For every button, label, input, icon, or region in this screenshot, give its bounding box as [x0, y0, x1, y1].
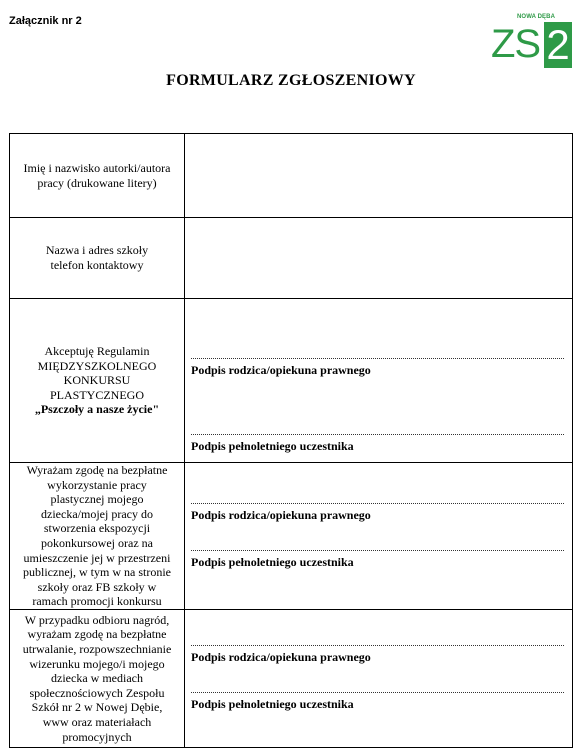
parent-signature-label: Podpis rodzica/opiekuna prawnego	[191, 507, 371, 522]
label-line: W przypadku odbioru nagród,	[24, 612, 170, 627]
label-line: wykorzystanie pracy	[47, 477, 147, 492]
row-label	[10, 134, 185, 218]
label-line: wyrażam zgodę na bezpłatne	[27, 627, 167, 642]
label-line: pokonkursowej oraz na	[41, 535, 153, 550]
label-line: www oraz materiałach	[42, 714, 152, 729]
label-line: Szkół nr 2 w Nowej Dębie,	[31, 700, 163, 715]
label-line: plastycznej mojego	[50, 492, 144, 507]
application-form-table	[9, 133, 573, 748]
form-title: FORMULARZ ZGŁOSZENIOWY	[166, 72, 416, 89]
form-row-school-address	[10, 218, 573, 299]
signature-line[interactable]	[191, 434, 564, 435]
logo-digit: 2	[544, 22, 572, 68]
participant-signature-label: Podpis pełnoletniego uczestnika	[191, 554, 354, 569]
signature-line[interactable]	[191, 692, 564, 693]
label-line: dziecka/mojej pracy do	[41, 506, 153, 521]
form-row-regulations	[10, 299, 573, 463]
label-line: umieszczenie jej w przestrzeni	[23, 550, 171, 565]
label-line: Nazwa i adres szkoły	[45, 243, 149, 258]
label-line: Wyrażam zgodę na bezpłatne	[26, 463, 168, 477]
label-line: Imię i nazwisko autorki/autora	[23, 160, 171, 175]
label-line: szkoły oraz FB szkoły w	[37, 579, 157, 594]
school-address-field[interactable]	[185, 218, 573, 299]
label-line: Akceptuję Regulamin	[44, 344, 150, 359]
label-line: społecznościowych Zespołu	[29, 685, 165, 700]
row-label	[10, 463, 185, 610]
signature-line[interactable]	[191, 503, 564, 504]
author-name-field[interactable]	[185, 134, 573, 218]
label-line: PLASTYCZNEGO	[49, 387, 144, 402]
label-line: publicznej, w tym w na stronie	[23, 565, 171, 580]
label-line: „Pszczoły a nasze życie"	[34, 402, 160, 417]
logo-town-text: NOWA DĘBA	[517, 14, 556, 20]
attachment-label: Załącznik nr 2	[9, 15, 82, 27]
signature-line[interactable]	[191, 645, 564, 646]
label-line: KONKURSU	[63, 373, 131, 388]
row-label	[10, 609, 185, 747]
form-row-author-name	[10, 134, 573, 218]
signature-line[interactable]	[191, 358, 564, 359]
form-row-image-consent	[10, 609, 573, 747]
label-line: MIĘDZYSZKOLNEGO	[37, 358, 157, 373]
image-consent-signature-cell	[185, 609, 573, 747]
label-line: telefon kontaktowy	[50, 258, 144, 272]
signature-line[interactable]	[191, 550, 564, 551]
participant-signature-label: Podpis pełnoletniego uczestnika	[191, 439, 354, 453]
form-row-work-consent	[10, 463, 573, 610]
label-line: utrwalanie, rozpowszechnianie	[22, 641, 172, 656]
row-label	[10, 218, 185, 299]
row-label	[10, 299, 185, 463]
parent-signature-label: Podpis rodzica/opiekuna prawnego	[191, 650, 371, 665]
work-consent-signature-cell	[185, 463, 573, 610]
school-logo	[490, 12, 576, 68]
label-line: stworzenia ekspozycji	[43, 521, 151, 536]
label-line: wizerunku mojego/i mojego	[29, 656, 165, 671]
label-line: pracy (drukowane litery)	[37, 175, 157, 190]
label-line: dziecka w mediach	[51, 671, 143, 686]
logo-letters: ZS	[491, 22, 541, 66]
label-line: ramach promocji konkursu	[32, 594, 162, 609]
parent-signature-label: Podpis rodzica/opiekuna prawnego	[191, 363, 371, 377]
label-line: promocyjnych	[62, 729, 132, 744]
participant-signature-label: Podpis pełnoletniego uczestnika	[191, 697, 354, 712]
regulations-signature-cell	[185, 299, 573, 463]
